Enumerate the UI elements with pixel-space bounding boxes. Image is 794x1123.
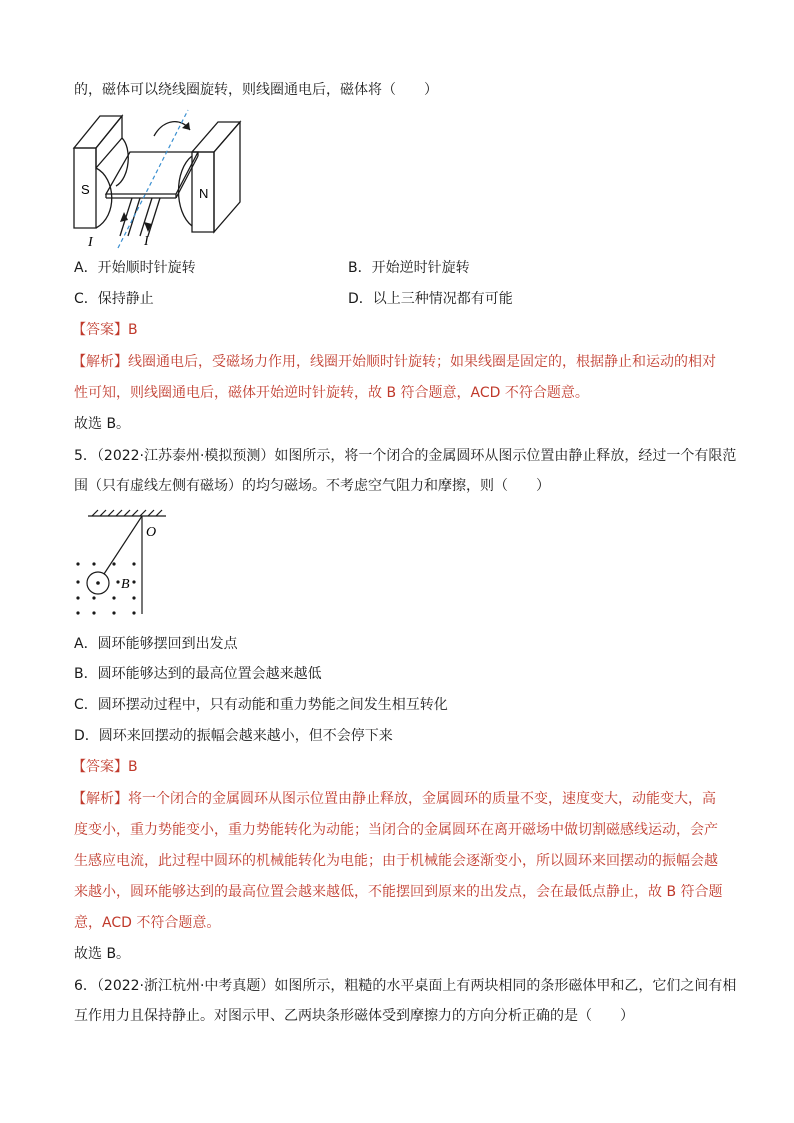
q5-analysis-tag: 【解析】: [72, 791, 128, 807]
q4-conclusion: 故选 B。: [74, 416, 131, 432]
q4-magnet-coil-figure: [70, 108, 245, 250]
pivot-label: O: [146, 525, 157, 540]
rotation-axis-line: [118, 110, 188, 248]
rotation-arrow-icon: [154, 122, 190, 136]
q5-option-d[interactable]: D．圆环来回摆动的振幅会越来越小，但不会停下来: [74, 728, 393, 744]
q6-stem-line-2: 互作用力且保持静止。对图示甲、乙两块条形磁体受到摩擦力的方向分析正确的是（ ）: [74, 1008, 634, 1024]
q4-analysis-text-1: 线圈通电后，受磁场力作用，线圈开始顺时针旋转；如果线圈是固定的，根据静止和运动的相对: [128, 354, 716, 370]
q4-option-a[interactable]: A．开始顺时针旋转: [74, 260, 196, 276]
q5-pendulum-figure: [70, 508, 170, 618]
q5-stem-line-2: 围（只有虚线左侧有磁场）的均匀磁场。不考虑空气阻力和摩擦，则（ ）: [74, 478, 550, 494]
q5-option-b[interactable]: B．圆环能够达到的最高位置会越来越低: [74, 666, 322, 682]
q5-answer-value: B: [128, 759, 138, 775]
q4-stem-tail: 的，磁体可以绕线圈旋转，则线圈通电后，磁体将（ ）: [74, 82, 438, 98]
q4-option-b[interactable]: B．开始逆时针旋转: [348, 260, 470, 276]
s-label: S: [81, 182, 90, 197]
q5-answer-tag: 【答案】: [72, 759, 128, 775]
current-label-1: I: [88, 235, 93, 250]
q5-option-c[interactable]: C．圆环摆动过程中，只有动能和重力势能之间发生相互转化: [74, 697, 448, 713]
q5-analysis-text-1: 将一个闭合的金属圆环从图示位置由静止释放，金属圆环的质量不变，速度变大，动能变大，高: [128, 791, 716, 807]
q4-answer-value: B: [128, 322, 138, 338]
current-label-2: I: [144, 234, 149, 249]
q4-analysis-line-2: 性可知，则线圈通电后，磁体开始逆时针旋转，故 B 符合题意，ACD 不符合题意。: [74, 385, 589, 401]
q4-analysis-tag: 【解析】: [72, 354, 128, 370]
q4-option-d[interactable]: D．以上三种情况都有可能: [348, 291, 513, 307]
q5-analysis-line-2: 度变小，重力势能变小，重力势能转化为动能；当闭合的金属圆环在离开磁场中做切割磁感线运动，会产: [74, 822, 718, 838]
q4-analysis-line-1: [72, 352, 716, 372]
pendulum-string: [104, 516, 142, 574]
q5-answer: [72, 757, 138, 777]
coil-plate: [106, 152, 198, 194]
q6-stem-line-1: 6．（2022·浙江杭州·中考真题）如图所示，粗糙的水平桌面上有两块相同的条形磁体甲和乙，它们之间有相: [74, 978, 737, 994]
q4-answer: [72, 320, 138, 340]
q5-analysis-line-1: [72, 789, 716, 809]
q5-analysis-line-5: 意，ACD 不符合题意。: [74, 915, 221, 931]
q5-option-a[interactable]: A．圆环能够摆回到出发点: [74, 636, 238, 652]
q5-stem-line-1: 5．（2022·江苏泰州·模拟预测）如图所示，将一个闭合的金属圆环从图示位置由静止释放，经过一个有限范: [74, 448, 737, 464]
q5-conclusion: 故选 B。: [74, 946, 131, 962]
n-label: N: [199, 186, 209, 201]
q4-answer-tag: 【答案】: [72, 322, 128, 338]
q4-option-c[interactable]: C．保持静止: [74, 291, 154, 307]
q5-analysis-line-3: 生感应电流，此过程中圆环的机械能转化为电能；由于机械能会逐渐变小，所以圆环来回摆动的振幅会越: [74, 853, 718, 869]
q5-analysis-line-4: 来越小，圆环能够达到的最高位置会越来越低，不能摆回到原来的出发点，会在最低点静止，故 B 符合题: [74, 884, 723, 900]
field-label: B: [121, 577, 130, 592]
